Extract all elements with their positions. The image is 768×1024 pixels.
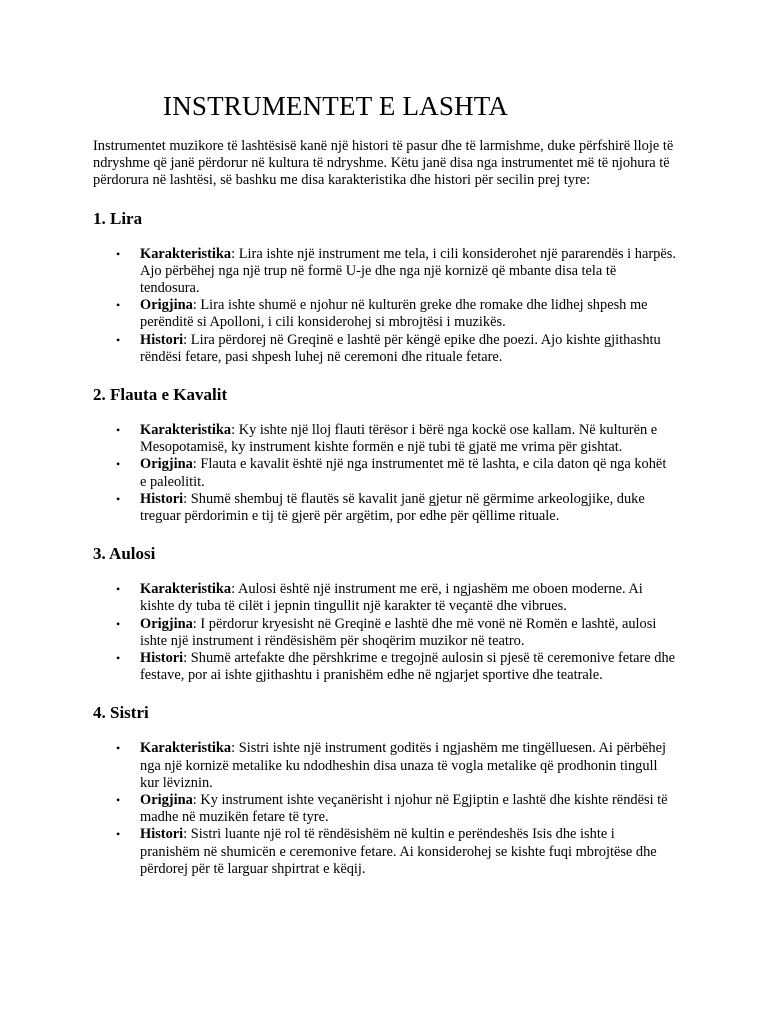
list-item <box>116 650 676 684</box>
section-heading: 3. Aulosi <box>93 544 156 564</box>
item-label: Origjina <box>140 792 193 809</box>
list-item <box>116 331 676 366</box>
section-heading: 2. Flauta e Kavalit <box>93 385 228 405</box>
item-separator: : <box>183 331 191 348</box>
bullet-icon: • <box>116 457 121 472</box>
instrument-section <box>93 208 676 366</box>
section-list <box>93 422 676 525</box>
document-title: INSTRUMENTET E LASHTA <box>163 91 509 121</box>
item-separator: : <box>183 490 191 507</box>
item-label: Origjina <box>140 615 193 632</box>
item-separator: : <box>183 650 191 667</box>
item-separator: : <box>231 740 239 757</box>
list-item <box>116 297 676 331</box>
item-text: Ky ishte një lloj flauti tërësor i bërë nga kockë ose kallam. Në kulturën e Mesopotamisë, ky instrument kishte formën e një tubi të gjatë me vrima për gishtat. <box>140 422 658 456</box>
item-text: Ky instrument ishte veçanërisht i njohur në Egjiptin e lashtë dhe kishte rëndësi të madhe në muzikën fetare të tyre. <box>140 792 668 826</box>
instrument-section <box>93 543 676 684</box>
instrument-section <box>93 702 676 878</box>
list-item <box>116 490 676 525</box>
item-label: Histori <box>140 331 184 348</box>
section-heading: 4. Sistri <box>93 703 149 723</box>
list-item <box>116 245 676 298</box>
item-label: Origjina <box>140 456 193 473</box>
item-separator: : <box>192 456 201 473</box>
item-text: Lira ishte një instrument me tela, i cili konsiderohet një pararendës i harpës. Ajo përbëhej nga një trup në formë U-je dhe nga një kornizë që mbante disa tela të tendosura. <box>140 245 676 297</box>
item-label: Origjina <box>140 297 193 314</box>
section-list <box>93 740 676 878</box>
bullet-icon: • <box>116 793 121 808</box>
intro-paragraph: Instrumentet muzikore të lashtësisë kanë një histori të pasur dhe të larmishme, duke përfshirë lloje të ndryshme që janë përdorur në kultura të ndryshme. Këtu janë disa nga instrumentet më të njohura të përdorura në lashtësi, së bashku me disa karakteristika dhe histori për secilin prej tyre: <box>93 138 674 189</box>
list-item <box>116 456 676 490</box>
bullet-icon: • <box>116 616 121 631</box>
bullet-icon: • <box>116 827 121 842</box>
item-label: Histori <box>140 650 184 667</box>
list-item <box>116 792 676 826</box>
bullet-icon: • <box>116 332 121 347</box>
bullet-icon: • <box>116 741 121 756</box>
item-separator: : <box>192 792 201 809</box>
instrument-section <box>93 384 676 525</box>
section-heading: 1. Lira <box>93 208 143 228</box>
item-separator: : <box>231 245 239 262</box>
item-label: Karakteristika <box>140 581 232 598</box>
bullet-icon: • <box>116 651 121 666</box>
item-label: Histori <box>140 826 184 843</box>
bullet-icon: • <box>116 582 121 597</box>
bullet-icon: • <box>116 491 121 506</box>
bullet-icon: • <box>116 246 121 261</box>
item-label: Histori <box>140 490 184 507</box>
section-list <box>93 581 676 684</box>
bullet-icon: • <box>116 423 121 438</box>
item-label: Karakteristika <box>140 740 232 757</box>
list-item <box>116 422 676 456</box>
item-label: Karakteristika <box>140 245 232 262</box>
list-item <box>116 826 676 878</box>
item-label: Karakteristika <box>140 422 232 439</box>
item-text: Shumë artefakte dhe përshkrime e tregojnë aulosin si pjesë të ceremonive fetare dhe festave, por ai ishte gjithashtu i pranishëm edhe në ngjarjet sportive dhe teatrale. <box>140 650 676 684</box>
item-text: Flauta e kavalit është një nga instrumentet më të lashta, e cila daton që nga kohët e paleolitit. <box>140 456 667 490</box>
item-separator: : <box>192 615 201 632</box>
item-text: Sistri luante një rol të rëndësishëm në kultin e perëndeshës Isis dhe ishte i pranishëm në shumicën e ceremonive fetare. Ai konsiderohej se kishte fuqi mbrojtëse dhe përdorej për të larguar shpirtrat e këqij. <box>140 826 657 877</box>
list-item <box>116 581 676 615</box>
item-text: Aulosi është një instrument me erë, i ngjashëm me oboen moderne. Ai kishte dy tuba të cilët i jepnin tingullit një karakter të veçantë dhe vibrues. <box>140 581 643 615</box>
bullet-icon: • <box>116 298 121 313</box>
list-item <box>116 615 676 650</box>
item-separator: : <box>183 826 191 843</box>
section-list <box>93 246 676 366</box>
item-separator: : <box>192 297 201 314</box>
item-text: Shumë shembuj të flautës së kavalit janë gjetur në gërmime arkeologjike, duke treguar përdorimin e tij të gjerë për argëtim, por edhe për qëllime rituale. <box>140 490 645 525</box>
item-text: Sistri ishte një instrument goditës i ngjashëm me tingëlluesen. Ai përbëhej nga një kornizë metalike ku ndodheshin disa unaza të vogla metalike që prodhonin tingull kur lëviznin. <box>140 740 666 791</box>
item-separator: : <box>231 581 238 598</box>
list-item <box>116 740 676 792</box>
item-text: I përdorur kryesisht në Greqinë e lashtë dhe më vonë në Romën e lashtë, aulosi ishte një instrument i rëndësishëm për shoqërim muzikor në teatro. <box>140 615 657 649</box>
item-text: Lira ishte shumë e njohur në kulturën greke dhe romake dhe lidhej shpesh me perënditë si Apolloni, i cili konsiderohej si mbrojtësi i muzikës. <box>140 297 648 331</box>
item-separator: : <box>231 422 239 439</box>
item-text: Lira përdorej në Greqinë e lashtë për këngë epike dhe poezi. Ajo kishte gjithashtu rëndësi fetare, pasi shpesh luhej në ceremoni dhe rituale fetare. <box>140 331 661 365</box>
sections-container <box>93 208 676 878</box>
